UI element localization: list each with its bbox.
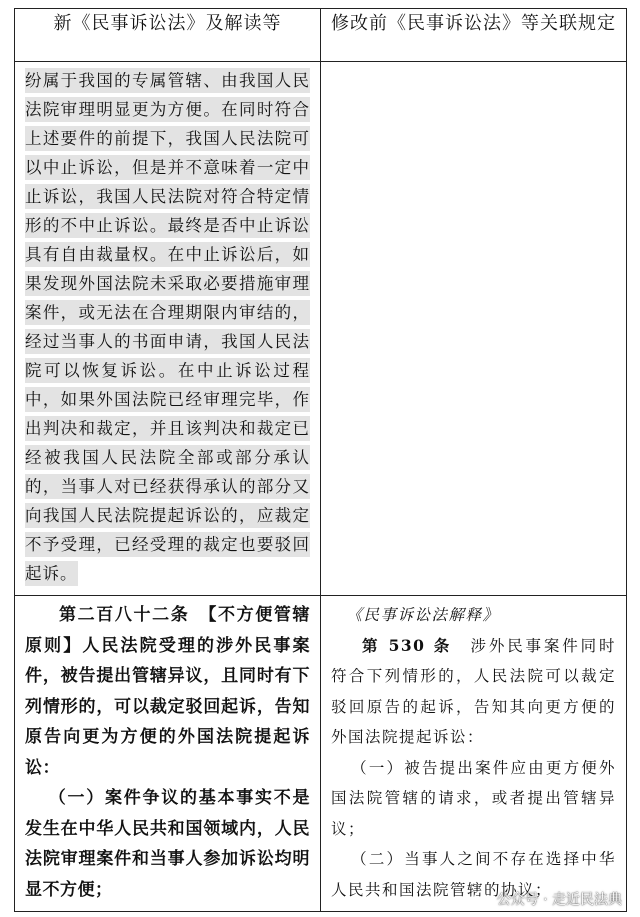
wechat-icon: [473, 890, 491, 908]
empty-related-cell: [321, 62, 627, 596]
related-item-2: （二）当事人之间不存在选择中华人民共和国法院管辖的协议；: [331, 850, 616, 899]
table-header-row: [15, 9, 627, 62]
comparison-table: [14, 8, 627, 912]
interpretation-text: 纷属于我国的专属管辖、由我国人民法院审理明显更为方便。在同时符合上述要件的前提下，我国人民法院可以中止诉讼，但是并不意味着一定中止诉讼，我国人民法院对符合特定情形的不中止诉讼。最终是否中止诉讼具有自由裁量权。在中止诉讼后，如果发现外国法院未采取必要措施审理案件，或无法在合理期限内审结的，经过当事人的书面申请，我国人民法院可以恢复诉讼。在中止诉讼过程中，如果外国法院已经审理完毕，作出判决和裁定，并且该判决和裁定已经被我国人民法院全部或部分承认的，当事人对已经获得承认的部分又向我国人民法院提起诉讼的，应裁定不予受理，已经受理的裁定也要驳回起诉。: [25, 68, 310, 586]
article-282-heading: 第二百八十二条 【不方便管辖原则】人民法院受理的涉外民事案件，被告提出管辖异议，且同时有下列情形的，可以裁定驳回起诉，告知原告向更为方便的外国法院提起诉讼：: [25, 605, 310, 778]
col1-header: 新《民事诉讼法》及解读等: [15, 9, 321, 62]
related-source-title: 《民事诉讼法解释》: [346, 606, 500, 624]
related-item-1: （一）被告提出案件应由更方便外国法院管辖的请求，或者提出管辖异议；: [331, 758, 616, 838]
account-watermark: [473, 889, 622, 909]
col2-header: 修改前《民事诉讼法》等关联规定: [321, 9, 627, 62]
related-provision-cell: [321, 596, 627, 912]
article-282-cell: [15, 596, 321, 912]
article-row: [15, 596, 627, 912]
related-article-number: 第 530 条: [362, 635, 453, 655]
related-article-text: 涉外民事案件同时符合下列情形的，人民法院可以裁定驳回原告的起诉，告知其向更方便的外国法院提起诉讼：: [331, 636, 616, 746]
article-282-item-1: （一）案件争议的基本事实不是发生在中华人民共和国领域内，人民法院审理案件和当事人参加诉讼均明显不方便；: [25, 788, 310, 900]
interpretation-row: [15, 62, 627, 596]
interpretation-cell: [15, 62, 321, 596]
watermark-text: 公众号 · 走近民法典: [496, 892, 622, 908]
